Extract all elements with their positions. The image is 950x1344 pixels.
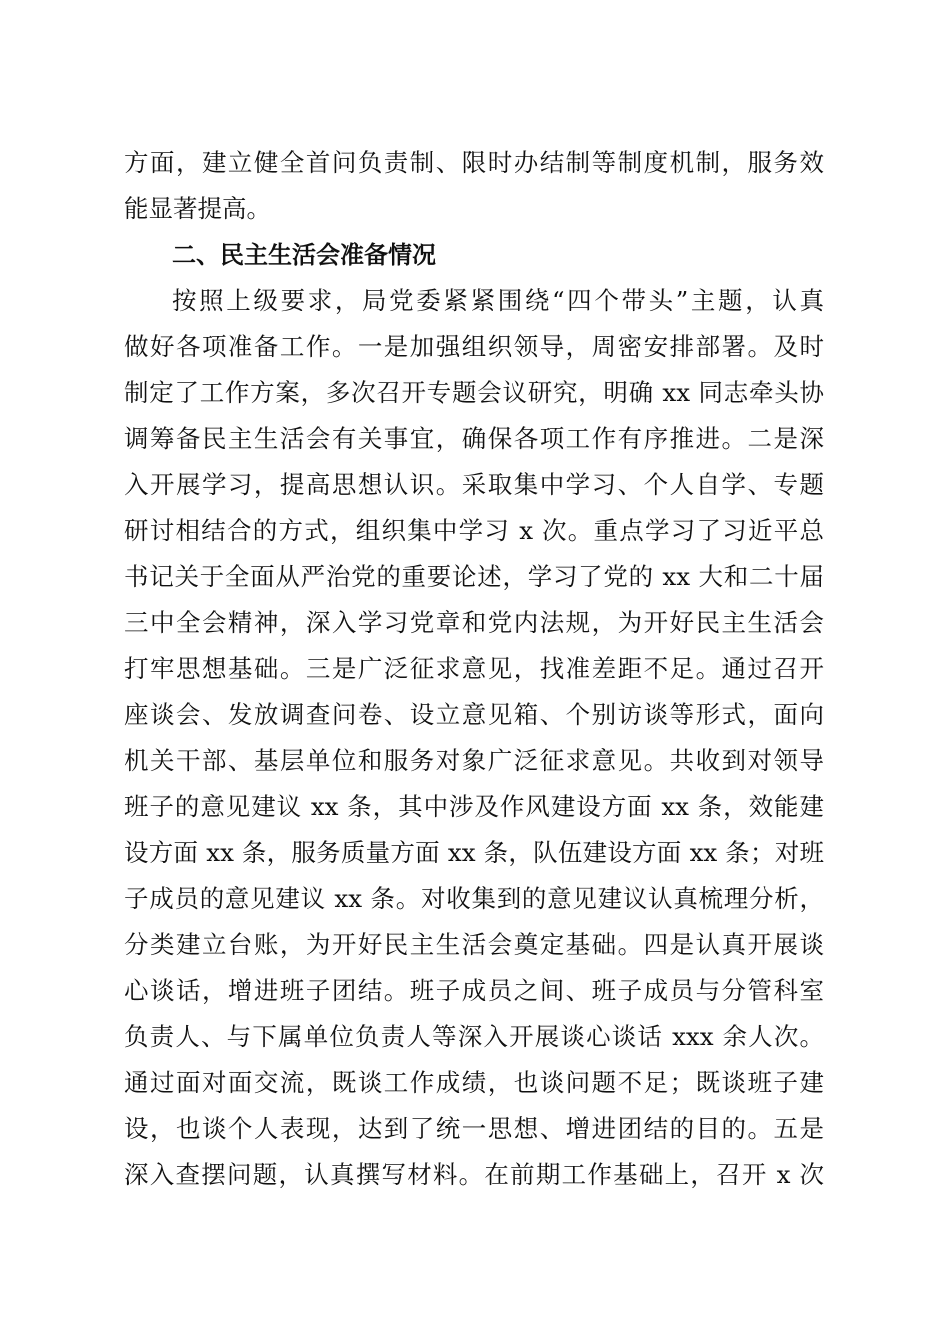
- text-line: 研讨相结合的方式，组织集中学习 x 次。重点学习了习近平总: [124, 516, 824, 545]
- text-line: 座谈会、发放调查问卷、设立意见箱、个别访谈等形式，面向: [124, 700, 824, 729]
- paragraph-2: [124, 278, 824, 1198]
- text-line: 打牢思想基础。三是广泛征求意见，找准差距不足。通过召开: [124, 654, 824, 683]
- text-line: 做好各项准备工作。一是加强组织领导，周密安排部署。及时: [124, 332, 824, 361]
- text-line: 班子的意见建议 xx 条，其中涉及作风建设方面 xx 条，效能建: [124, 792, 824, 821]
- text-line: 制定了工作方案，多次召开专题会议研究，明确 xx 同志牵头协: [124, 378, 824, 407]
- section-heading: 二、民主生活会准备情况: [172, 241, 436, 269]
- document-body: [124, 140, 824, 1198]
- text-line: 书记关于全面从严治党的重要论述，学习了党的 xx 大和二十届: [124, 562, 824, 591]
- text-line: 调筹备民主生活会有关事宜，确保各项工作有序推进。二是深: [124, 424, 824, 453]
- text-line: 心谈话，增进班子团结。班子成员之间、班子成员与分管科室: [124, 976, 824, 1005]
- text-line: 深入查摆问题，认真撰写材料。在前期工作基础上，召开 x 次: [124, 1160, 824, 1189]
- text-line: 负责人、与下属单位负责人等深入开展谈心谈话 xxx 余人次。: [124, 1022, 824, 1051]
- text-line: 通过面对面交流，既谈工作成绩，也谈问题不足；既谈班子建: [124, 1068, 824, 1097]
- text-line: 设，也谈个人表现，达到了统一思想、增进团结的目的。五是: [124, 1114, 824, 1143]
- text-line: 子成员的意见建议 xx 条。对收集到的意见建议认真梳理分析，: [124, 884, 824, 913]
- paragraph-1: [124, 140, 824, 232]
- text-line: 三中全会精神，深入学习党章和党内法规，为开好民主生活会: [124, 608, 824, 637]
- text-line: 方面，建立健全首问负责制、限时办结制等制度机制，服务效: [124, 148, 824, 177]
- text-line: 能显著提高。: [124, 194, 271, 223]
- text-line: 机关干部、基层单位和服务对象广泛征求意见。共收到对领导: [124, 746, 824, 775]
- text-line: 设方面 xx 条，服务质量方面 xx 条，队伍建设方面 xx 条；对班: [124, 838, 824, 867]
- text-line: 按照上级要求，局党委紧紧围绕“四个带头”主题，认真: [172, 286, 824, 315]
- text-line: 入开展学习，提高思想认识。采取集中学习、个人自学、专题: [124, 470, 824, 499]
- text-line: 分类建立台账，为开好民主生活会奠定基础。四是认真开展谈: [124, 930, 824, 959]
